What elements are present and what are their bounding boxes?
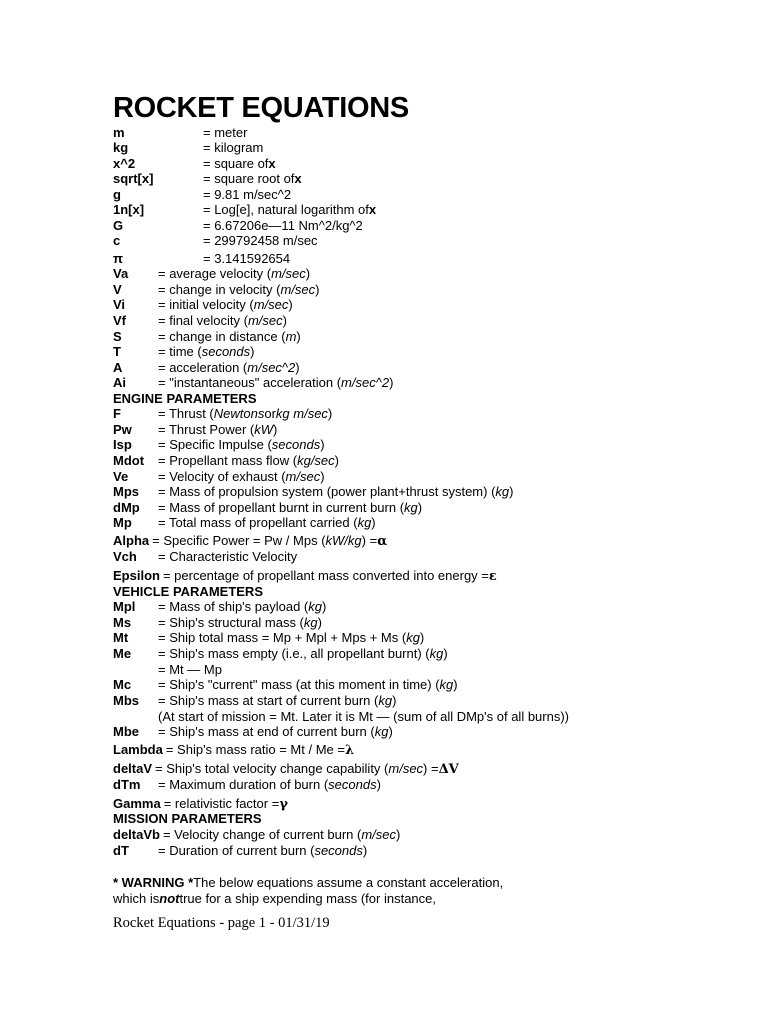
engine-parameter [113, 453, 339, 468]
unit: kg [495, 484, 510, 499]
engine-parameter [113, 406, 332, 421]
kinematic-definition [113, 297, 293, 312]
term: Mbe [113, 724, 139, 739]
definition: = Maximum duration of burn ( [158, 777, 329, 792]
engine-parameter [113, 515, 376, 530]
term: Isp [113, 437, 132, 452]
definition: ) = [361, 533, 378, 548]
definition: = relativistic factor = [163, 796, 280, 811]
definition: = initial velocity ( [158, 297, 254, 312]
definition: = Ship's mass empty (i.e., all propellant burnt) ( [158, 646, 430, 661]
definition: = time ( [158, 344, 202, 359]
unit: kg m/sec [275, 406, 328, 421]
definition: ) [453, 677, 458, 692]
unit: m/sec [271, 266, 306, 281]
unit: kg [439, 677, 454, 692]
unit: kg [303, 615, 318, 630]
warning-emphasis: not [159, 891, 180, 906]
engine-parameter [113, 422, 277, 437]
unit: kg [429, 646, 444, 661]
term: Epsilon [113, 568, 160, 583]
term: Vch [113, 549, 137, 564]
definition: ) [296, 329, 301, 344]
unit: kg [406, 630, 420, 645]
engine-parameter [113, 437, 325, 452]
unit: kg [374, 724, 389, 739]
definition: = Mass of propellant burnt in current burn ( [158, 500, 405, 515]
term: c [113, 233, 121, 248]
definition: ) [327, 406, 333, 421]
definition: = 9.81 m/sec^2 [203, 187, 292, 202]
definition: ) [288, 297, 293, 312]
definition: = Thrust ( [158, 406, 214, 421]
symbol: γ [279, 797, 288, 812]
warning-text: which is [113, 891, 160, 906]
vehicle-parameter [113, 630, 424, 645]
unit: m/sec^2 [341, 375, 390, 390]
term: Pw [113, 422, 132, 437]
term: sqrt[x] [113, 171, 154, 186]
definition: ) [282, 313, 287, 328]
term: 1n[x] [113, 202, 145, 217]
definition: ) [273, 422, 278, 437]
definition: ) [509, 484, 514, 499]
unit: kg [308, 599, 322, 614]
symbol: ΔV [438, 762, 459, 777]
definition: = Total mass of propellant carried ( [158, 515, 358, 530]
variable: x [268, 156, 276, 171]
warning-text: true for a ship expending mass (for instance, [179, 891, 436, 906]
term: G [113, 218, 124, 233]
mission-parameter [113, 827, 400, 842]
unit: m/sec [280, 282, 316, 297]
unit-definition [113, 202, 376, 217]
term: dT [113, 843, 129, 858]
term: T [113, 344, 121, 359]
definition: = change in distance ( [158, 329, 286, 344]
term: π [113, 251, 123, 266]
kinematic-definition [113, 360, 300, 375]
term: Mdot [113, 453, 145, 468]
unit-definition [113, 187, 291, 202]
unit-definition [113, 171, 302, 186]
symbol: ε [488, 569, 497, 584]
term: deltaVb [113, 827, 160, 842]
unit: seconds [328, 777, 377, 792]
definition: = square root of [203, 171, 295, 186]
engine-parameter [113, 533, 387, 549]
definition: = Ship total mass = Mp + Mpl + Mps + Ms ( [158, 630, 407, 645]
unit: kg [404, 500, 418, 515]
section-heading-mission: MISSION PARAMETERS [113, 811, 262, 826]
vehicle-parameter [113, 777, 381, 792]
engine-parameter [113, 549, 297, 564]
term: Vf [113, 313, 126, 328]
term: Mt [113, 630, 129, 645]
definition: ) [250, 344, 255, 359]
definition: ) [376, 777, 381, 792]
unit-definition [113, 156, 276, 171]
definition: ) [317, 615, 322, 630]
symbol: α [377, 534, 388, 549]
definition: = Characteristic Velocity [158, 549, 298, 564]
definition: ) [371, 515, 376, 530]
definition: ) [389, 375, 394, 390]
term: Mbs [113, 693, 139, 708]
definition: = Mass of propulsion system (power plant+thrust system) ( [158, 484, 496, 499]
kinematic-definition [113, 344, 254, 359]
engine-parameter [113, 568, 497, 584]
section-heading-vehicle: VEHICLE PARAMETERS [113, 584, 263, 599]
definition: = Ship's mass at start of current burn ( [158, 693, 379, 708]
term: Ve [113, 469, 129, 484]
term: Vi [113, 297, 126, 312]
term: S [113, 329, 122, 344]
page-title: ROCKET EQUATIONS [113, 92, 409, 124]
unit-definition [113, 251, 290, 266]
unit-definition [113, 233, 318, 248]
term: Mp [113, 515, 132, 530]
definition: ) [315, 282, 320, 297]
engine-parameter [113, 484, 513, 499]
term: deltaV [113, 761, 153, 776]
term: m [113, 125, 125, 140]
unit: m/sec^2 [247, 360, 296, 375]
unit: seconds [201, 344, 251, 359]
vehicle-parameter [113, 677, 458, 692]
term: kg [113, 140, 129, 155]
unit: Newtons [213, 406, 265, 421]
definition: ) [320, 437, 325, 452]
definition: = Ship's mass at end of current burn ( [158, 724, 375, 739]
definition: ) [320, 469, 325, 484]
definition: = Duration of current burn ( [158, 843, 315, 858]
definition: ) [295, 360, 300, 375]
page-footer: Rocket Equations - page 1 - 01/31/19 [113, 915, 330, 931]
unit: m/sec [253, 297, 289, 312]
definition: = final velocity ( [158, 313, 248, 328]
kinematic-definition [113, 266, 310, 281]
term: x^2 [113, 156, 136, 171]
warning-label: * WARNING * [113, 875, 194, 890]
term: Alpha [113, 533, 150, 548]
unit-definition [113, 125, 247, 140]
unit: m/sec [285, 469, 321, 484]
definition: = Ship's mass ratio = Mt / Me = [165, 742, 345, 757]
term: Me [113, 646, 132, 661]
vehicle-parameter [113, 761, 459, 777]
definition: = meter [203, 125, 248, 140]
unit: kg/sec [297, 453, 335, 468]
definition: ) [443, 646, 448, 661]
definition: ) [321, 599, 327, 614]
term: V [113, 282, 122, 297]
definition: ) [396, 827, 401, 842]
definition: = Velocity of exhaust ( [158, 469, 286, 484]
mission-parameter [113, 843, 367, 858]
variable: x [368, 202, 377, 217]
definition: ) [392, 693, 397, 708]
definition: ) [419, 630, 425, 645]
unit: m/sec [388, 761, 424, 776]
definition: = average velocity ( [158, 266, 272, 281]
definition: = Velocity change of current burn ( [162, 827, 362, 842]
definition: = Mt — Mp [158, 662, 222, 677]
term: g [113, 187, 121, 202]
vehicle-parameter [113, 709, 569, 724]
warning-line [113, 875, 503, 890]
term: Gamma [113, 796, 161, 811]
definition: ) = [423, 761, 439, 776]
engine-parameter [113, 500, 422, 515]
term: Mps [113, 484, 139, 499]
definition: = Ship's "current" mass (at this moment in time) ( [158, 677, 440, 692]
vehicle-parameter [113, 724, 393, 739]
definition: = Ship's structural mass ( [158, 615, 304, 630]
unit: m/sec [247, 313, 283, 328]
kinematic-definition [113, 375, 393, 390]
vehicle-parameter [113, 599, 326, 614]
variable: x [294, 171, 302, 186]
definition: = percentage of propellant mass converted into energy = [162, 568, 489, 583]
unit: m [285, 329, 297, 344]
definition: = acceleration ( [158, 360, 248, 375]
definition: ) [362, 843, 368, 858]
definition: = Log[e], natural logarithm of [203, 202, 369, 217]
definition: (At start of mission = Mt. Later it is Mt — (sum of all DMp's of all burns)) [158, 709, 569, 724]
warning-text: The below equations assume a constant acceleration, [193, 875, 504, 890]
unit: m/sec [361, 827, 397, 842]
vehicle-parameter [113, 662, 222, 677]
definition: = Specific Impulse ( [158, 437, 272, 452]
symbol: λ [344, 743, 355, 758]
definition: ) [388, 724, 393, 739]
term: A [113, 360, 123, 375]
definition: or [264, 406, 276, 421]
kinematic-definition [113, 329, 301, 344]
term: dTm [113, 777, 141, 792]
term: F [113, 406, 121, 421]
term: Lambda [113, 742, 163, 757]
definition: ) [417, 500, 423, 515]
definition: = Propellant mass flow ( [158, 453, 298, 468]
unit-definition [113, 218, 363, 233]
definition: = kilogram [203, 140, 264, 155]
engine-parameter [113, 469, 325, 484]
definition: = "instantaneous" acceleration ( [158, 375, 342, 390]
vehicle-parameter [113, 693, 396, 708]
unit-definition [113, 140, 263, 155]
definition: = 3.141592654 [203, 251, 291, 266]
definition: = square of [203, 156, 269, 171]
term: dMp [113, 500, 140, 515]
warning-line [113, 891, 436, 906]
definition: = Thrust Power ( [158, 422, 255, 437]
definition: ) [334, 453, 340, 468]
definition: = Specific Power = Pw / Mps ( [152, 533, 326, 548]
term: Mc [113, 677, 132, 692]
term: Ai [113, 375, 126, 390]
vehicle-parameter [113, 646, 448, 661]
definition: = Mass of ship's payload ( [158, 599, 309, 614]
definition: = Ship's total velocity change capability ( [155, 761, 389, 776]
definition: = 6.67206e—11 Nm^2/kg^2 [203, 218, 363, 233]
section-heading-engine: ENGINE PARAMETERS [113, 391, 257, 406]
unit: kW/kg [325, 533, 362, 548]
unit: kg [378, 693, 393, 708]
vehicle-parameter [113, 615, 322, 630]
kinematic-definition [113, 282, 320, 297]
unit: kW [254, 422, 273, 437]
kinematic-definition [113, 313, 287, 328]
unit: kg [357, 515, 372, 530]
definition: ) [305, 266, 311, 281]
vehicle-parameter [113, 796, 288, 812]
unit: seconds [314, 843, 363, 858]
definition: = change in velocity ( [158, 282, 281, 297]
unit: seconds [271, 437, 321, 452]
definition: = 299792458 m/sec [203, 233, 318, 248]
term: Va [113, 266, 129, 281]
vehicle-parameter [113, 742, 354, 758]
term: Ms [113, 615, 132, 630]
term: Mpl [113, 599, 136, 614]
